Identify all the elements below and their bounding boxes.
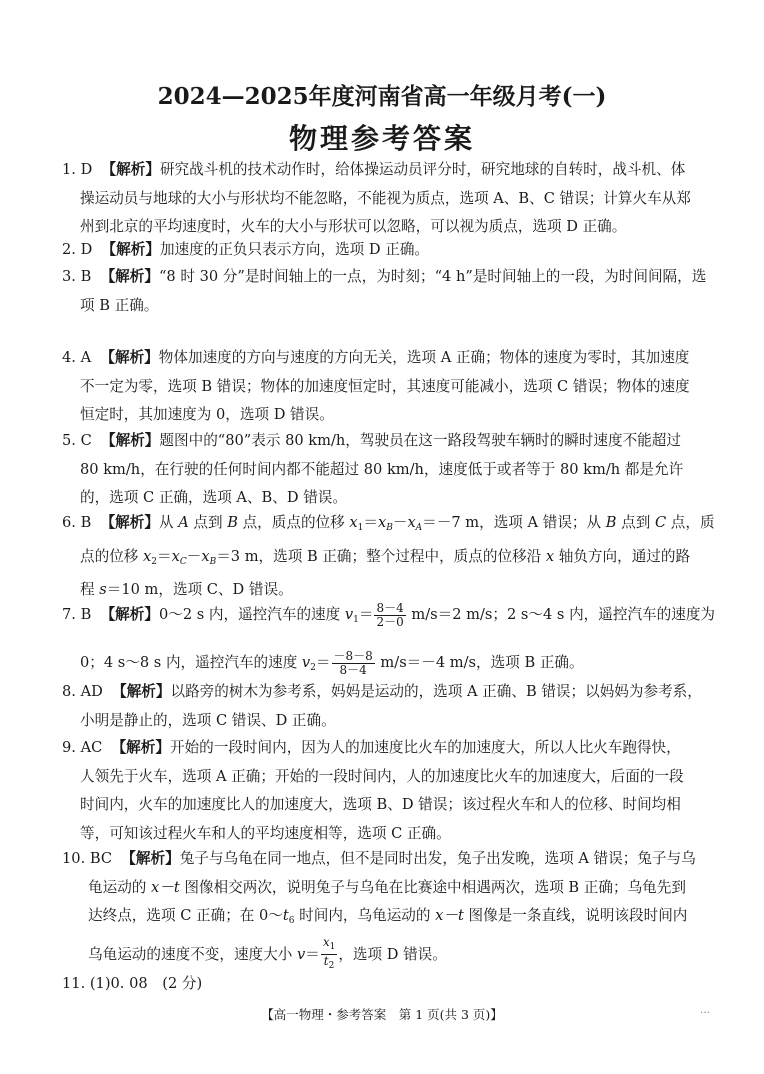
analysis-tag: 【解析】 — [100, 606, 159, 623]
analysis-tag: 【解析】 — [111, 739, 170, 756]
answer-text: ＝10 m，选项 C、D 错误。 — [106, 581, 293, 598]
answer-text: 点，质 — [666, 514, 715, 531]
subscript: 2 — [310, 663, 316, 673]
subscript: B — [209, 556, 217, 567]
answer-11 — [62, 970, 710, 999]
answer-text: 恒定时，其加速度为 0，选项 D 错误。 — [80, 406, 334, 423]
answer-label: 1. D — [62, 161, 93, 178]
answer-text: ＝－7 m，选项 A 错误；从 — [422, 514, 606, 531]
answer-text: 0；4 s～8 s 内，遥控汽车的速度 — [80, 654, 302, 671]
xt-graph-label: x－t — [435, 907, 464, 924]
answer-text: 小明是静止的，选项 C 错误、D 正确。 — [80, 711, 336, 729]
fraction-numerator: －8－8 — [333, 648, 373, 663]
answer-label: 6. B — [62, 514, 92, 531]
answer-text: 龟运动的 — [88, 878, 152, 896]
subscript: 1 — [357, 523, 364, 533]
answer-label: 2. D — [62, 241, 93, 258]
subscript: C — [179, 556, 187, 567]
answer-text: ，选项 D 错误。 — [338, 945, 447, 963]
answer-text: 人领先于火车，选项 A 正确；开始的一段时间内，人的加速度比火车的加速度大，后面的一段 — [80, 767, 684, 785]
subscript: 2 — [151, 556, 157, 567]
page-footer: 【高一物理・参考答案 第 1 页(共 3 页)】 — [261, 1007, 503, 1022]
answer-text: 州到北京的平均速度时，火车的大小与形状可以忽略，可以视为质点，选项 D 正确。 — [80, 218, 627, 235]
fraction — [332, 650, 375, 677]
subscript: 6 — [288, 916, 295, 926]
var-x: x — [407, 514, 416, 531]
answer-text: m/s＝－4 m/s，选项 B 正确。 — [375, 654, 584, 671]
var-x: x — [349, 514, 358, 531]
answer-text: “8 时 30 分”是时间轴上的一点，为时刻；“4 h”是时间轴上的一段，为时间间隔，选 — [158, 268, 707, 285]
var-x: x — [545, 547, 555, 565]
answer-text: m/s＝2 m/s；2 s～4 s 内，遥控汽车的速度为 — [406, 606, 716, 623]
answer-label: 3. B — [62, 268, 92, 285]
subscript: A — [415, 523, 423, 533]
answer-text: 研究战斗机的技术动作时，给体操运动员评分时，研究地球的自转时，战斗机、体 — [159, 161, 686, 178]
answer-text: 不一定为零，选项 B 错误；物体的加速度恒定时，其速度可能减小，选项 C 错误；物体的速度 — [80, 377, 690, 395]
document-subtitle: 物理参考答案 — [288, 122, 475, 155]
minus-sign: － — [186, 547, 202, 565]
var-x: x — [201, 547, 210, 565]
answer-text: 80 km/h，在行驶的任何时间内都不能超过 80 km/h，速度低于或者等于 80 km/h 都是允许 — [80, 460, 684, 478]
answer-text: 程 — [80, 581, 100, 598]
answer-text: 点到 — [616, 514, 655, 531]
xt-graph-label: x－t — [151, 878, 180, 896]
fraction-denominator: 2－0 — [376, 614, 404, 629]
answer-5 — [62, 427, 710, 513]
analysis-tag: 【解析】 — [112, 683, 171, 700]
answer-7 — [62, 598, 716, 688]
equals-sign: ＝ — [358, 606, 374, 623]
fraction — [374, 602, 405, 629]
answer-2 — [62, 236, 710, 265]
answer-text: 项 B 正确。 — [80, 296, 159, 314]
answer-text: 从 — [158, 514, 179, 531]
answer-text: 等，可知该过程火车和人的平均速度相等，选项 C 正确。 — [80, 824, 451, 842]
answer-label: 5. C — [62, 432, 92, 449]
answer-text: 时间内，火车的加速度比人的加速度大，选项 B、D 错误；该过程火车和人的位移、时间均相 — [80, 796, 681, 813]
equals-sign: ＝ — [156, 547, 172, 565]
answer-text: 题图中的“80”表示 80 km/h，驾驶员在这一路段驾驶车辆时的瞬时速度不能超过 — [159, 432, 681, 449]
answer-text: ＝3 m，选项 B 正确；整个过程中，质点的位移沿 — [216, 547, 546, 565]
answer-label: 10. BC — [62, 850, 113, 867]
analysis-tag: 【解析】 — [101, 432, 160, 449]
point-a: A — [178, 514, 189, 531]
answer-6 — [62, 509, 715, 605]
answer-8 — [62, 678, 710, 735]
answer-text: 点，质点的位移 — [237, 514, 350, 531]
var-s: s — [99, 581, 107, 598]
answer-label: 8. AD — [62, 683, 103, 700]
var-x: x — [143, 547, 152, 565]
var-v: v — [296, 945, 306, 963]
fraction-numerator: 8－4 — [376, 600, 404, 615]
answer-text: 以路旁的树木为参考系，妈妈是运动的，选项 A 正确、B 错误；以妈妈为参考系， — [170, 683, 702, 700]
point-b: B — [227, 514, 238, 531]
answer-text: 加速度的正负只表示方向，选项 D 正确。 — [159, 241, 430, 258]
answer-label: 9. AC — [62, 739, 103, 756]
answer-text: 11. (1)0. 08 (2 分) — [62, 975, 203, 992]
answer-label: 7. B — [62, 606, 92, 623]
var-x: x — [377, 514, 387, 531]
answer-text: 时间内，乌龟运动的 — [294, 907, 436, 924]
analysis-tag: 【解析】 — [100, 514, 159, 531]
subscript: 1 — [329, 942, 336, 952]
answer-text: 0～2 s 内，遥控汽车的速度 — [158, 606, 345, 623]
analysis-tag: 【解析】 — [101, 241, 160, 258]
answer-1 — [62, 156, 710, 242]
answer-text: 开始的一段时间内，因为人的加速度比火车的加速度大，所以人比火车跑得快， — [169, 739, 681, 756]
document-title: 2024—2025年度河南省高一年级月考(一) — [157, 83, 607, 110]
var-v: v — [301, 654, 311, 671]
answer-10 — [62, 845, 710, 974]
equals-sign: ＝ — [305, 945, 320, 963]
var-x: x — [322, 935, 330, 949]
point-b: B — [605, 514, 617, 531]
fraction-denominator: 8－4 — [339, 662, 367, 677]
answer-text: 达终点，选项 C 正确；在 0～ — [88, 907, 283, 924]
equals-sign: ＝ — [363, 514, 378, 531]
answer-text: 点的位移 — [80, 547, 144, 565]
answer-text: 操运动员与地球的大小与形状均不能忽略，不能视为质点，选项 A、B、C 错误；计算火车从郑 — [80, 189, 691, 207]
answer-text: 乌龟运动的速度不变，速度大小 — [88, 945, 297, 963]
subscript: 1 — [353, 615, 359, 625]
fraction-numerator — [321, 936, 338, 955]
var-t: t — [282, 907, 289, 924]
fraction — [321, 936, 338, 973]
subscript: 2 — [328, 961, 335, 971]
analysis-tag: 【解析】 — [100, 268, 159, 285]
answer-text: 的，选项 C 正确，选项 A、B、D 错误。 — [80, 489, 347, 506]
var-t: t — [323, 954, 329, 968]
equals-sign: ＝ — [315, 654, 331, 671]
var-x: x — [171, 547, 180, 565]
answer-3 — [62, 263, 710, 320]
answer-text: 图像相交两次，说明兔子与乌龟在比赛途中相遇两次，选项 B 正确；乌龟先到 — [179, 878, 686, 896]
var-v: v — [344, 606, 354, 623]
subscript: B — [386, 523, 393, 533]
analysis-tag: 【解析】 — [100, 349, 159, 366]
answer-label: 4. A — [62, 349, 92, 366]
point-c: C — [654, 514, 667, 531]
answer-9 — [62, 734, 710, 848]
answer-text: 兔子与乌龟在同一地点，但不是同时出发，兔子出发晚，选项 A 错误；兔子与乌 — [179, 850, 696, 867]
answer-text: 图像是一条直线，说明该段时间内 — [463, 907, 688, 924]
answer-text: 物体加速度的方向与速度的方向无关，选项 A 正确；物体的速度为零时，其加速度 — [158, 349, 690, 366]
minus-sign: － — [392, 514, 408, 531]
analysis-tag: 【解析】 — [121, 850, 180, 867]
answer-text: 轴负方向，通过的路 — [554, 547, 691, 565]
answer-4 — [62, 344, 710, 430]
answer-text: 点到 — [188, 514, 228, 531]
corner-mark: … — [700, 1005, 710, 1016]
analysis-tag: 【解析】 — [101, 161, 160, 178]
